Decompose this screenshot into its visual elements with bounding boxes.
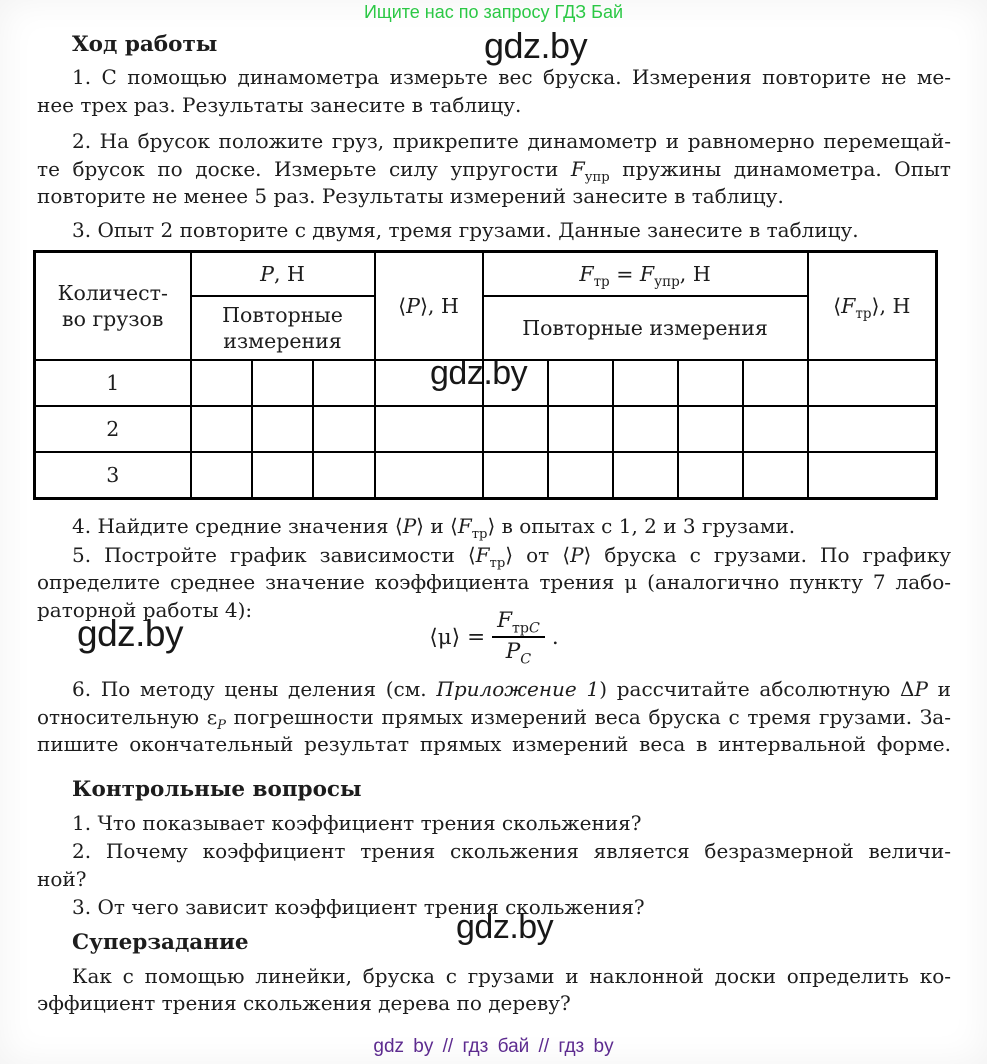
text-line: 3. От чего зависит коэффициент трения скольжения? [72, 895, 645, 919]
table-cell-empty [808, 452, 937, 499]
table-cell-empty [191, 452, 252, 499]
results-table [33, 250, 938, 500]
text-line: относительную $\varepsilon_P$ погрешности прямых измерений веса бруска с тремя грузами. За- [37, 704, 951, 733]
text-line: Как с помощью линейки, бруска с грузами и наклонной доски определить ко- [72, 963, 951, 988]
table-cell-empty [191, 360, 252, 406]
section-heading-procedure: Ход работы [72, 32, 218, 57]
table-row [35, 406, 937, 452]
text-line: эффициент трения скольжения дерева по дереву? [37, 991, 571, 1015]
formula-denominator: $P_C$ [505, 639, 532, 668]
question-2 [37, 838, 951, 893]
text-line: раторной работы 4): [37, 597, 253, 622]
table-cell-empty [313, 360, 375, 406]
table-cell-empty [252, 406, 313, 452]
watermark-gdzby-formula: gdz.by [77, 613, 184, 654]
table-header-p-repeat: Повторные измерения [191, 296, 375, 360]
supertask-text [37, 963, 951, 1018]
formula-lhs: ⟨μ⟩ [429, 624, 461, 650]
table-cell-empty [483, 360, 548, 406]
text-line: 4. Найдите средние значения ⟨P⟩ и $⟨F_{тр}⟩$ в опытах с 1, 2 и 3 грузами. [72, 514, 796, 542]
text-line: 1. С помощью динамометра измерьте вес бруска. Измерения повторите не ме- [72, 65, 951, 89]
table-cell-empty [375, 452, 483, 499]
table-cell-empty [678, 452, 743, 499]
text-line: те брусок по доске. Измерьте силу упругости $F_{упр}$ пружины динамометра. Опыт [37, 156, 952, 185]
table-cell-empty [313, 452, 375, 499]
text-line: определите среднее значение коэффициента трения μ (аналогично пункту 7 лабо- [37, 570, 951, 594]
watermark-gdzby-table: gdz.by [430, 354, 528, 392]
table-cell-empty [678, 360, 743, 406]
page-body [37, 0, 951, 1018]
table-cell-empty [548, 406, 613, 452]
procedure-step-2 [37, 128, 951, 211]
table-cell-empty [613, 406, 678, 452]
table-header-p-avg: ⟨P⟩, Н [375, 252, 483, 361]
text-line: ной? [37, 866, 87, 891]
formula-friction-coefficient [37, 608, 951, 666]
table-header-goods-count: Количест- во грузов [35, 252, 191, 361]
table-row [35, 452, 937, 499]
table-cell-empty [808, 360, 937, 406]
row-label: 1 [35, 360, 191, 406]
table-header-f-repeat: Повторные измерения [483, 296, 808, 360]
table-cell-empty [313, 406, 375, 452]
text-line: 6. По методу цены деления (см. Приложение 1) рассчитайте абсолютную ΔP и [72, 677, 952, 701]
table-header-f: $F_{тр} = F_{упр}$, Н [483, 252, 808, 297]
formula-equals: = [467, 624, 486, 650]
row-label: 3 [35, 452, 191, 499]
formula-period: . [551, 624, 559, 650]
table-cell-empty [252, 452, 313, 499]
table-cell-empty [252, 360, 313, 406]
table-cell-empty [375, 360, 483, 406]
table-cell-empty [613, 452, 678, 499]
table-cell-empty [808, 406, 937, 452]
table-cell-empty [548, 452, 613, 499]
section-heading-questions: Контрольные вопросы [72, 776, 362, 802]
watermark-gdzby-top: gdz.by [484, 25, 588, 66]
procedure-step-1 [37, 64, 951, 119]
text-line: 3. Опыт 2 повторите с двумя, тремя грузами. Данные занесите в таблицу. [72, 217, 859, 242]
procedure-step-3 [37, 217, 951, 245]
watermark-gdzby-supertask: gdz.by [456, 908, 554, 946]
footer-site-tags: gdz by // гдз бай // гдз by [373, 1036, 614, 1057]
table-cell-empty [743, 360, 808, 406]
row-label: 2 [35, 406, 191, 452]
table-cell-empty [613, 360, 678, 406]
question-3 [37, 894, 951, 922]
table-cell-empty [548, 360, 613, 406]
text-line: 2. На брусок положите груз, прикрепите динамометр и равномерно перемещай- [72, 129, 951, 153]
formula-numerator: $F_{трC}$ [492, 609, 545, 638]
text-line: пишите окончательный результат прямых измерений веса в интервальной форме. [37, 732, 951, 756]
formula-fraction [492, 608, 545, 668]
table-row [35, 360, 937, 406]
text-line: 2. Почему коэффициент трения скольжения является безразмерной величи- [72, 839, 951, 863]
promo-banner: Ищите нас по запросу ГДЗ Бай [363, 2, 624, 22]
table-cell-empty [375, 406, 483, 452]
table-cell-empty [743, 452, 808, 499]
table-cell-empty [191, 406, 252, 452]
procedure-step-4 [37, 513, 951, 541]
table-cell-empty [483, 452, 548, 499]
section-heading-supertask: Суперзадание [72, 929, 249, 955]
table-cell-empty [743, 406, 808, 452]
text-line: 1. Что показывает коэффициент трения скольжения? [72, 810, 642, 835]
table-cell-empty [483, 406, 548, 452]
table-header-p: P, Н [191, 252, 375, 297]
table-header-f-avg: $⟨F_{тр}⟩$, Н [808, 252, 937, 361]
text-line: нее трех раз. Результаты занесите в таблицу. [37, 92, 522, 117]
text-line: повторите не менее 5 раз. Результаты измерений занесите в таблицу. [37, 184, 784, 208]
procedure-step-6 [37, 676, 951, 759]
text-line: 5. Постройте график зависимости $⟨F_{тр}⟩$ от ⟨P⟩ бруска с грузами. По графику [72, 542, 951, 571]
question-1 [37, 810, 951, 838]
table-cell-empty [678, 406, 743, 452]
